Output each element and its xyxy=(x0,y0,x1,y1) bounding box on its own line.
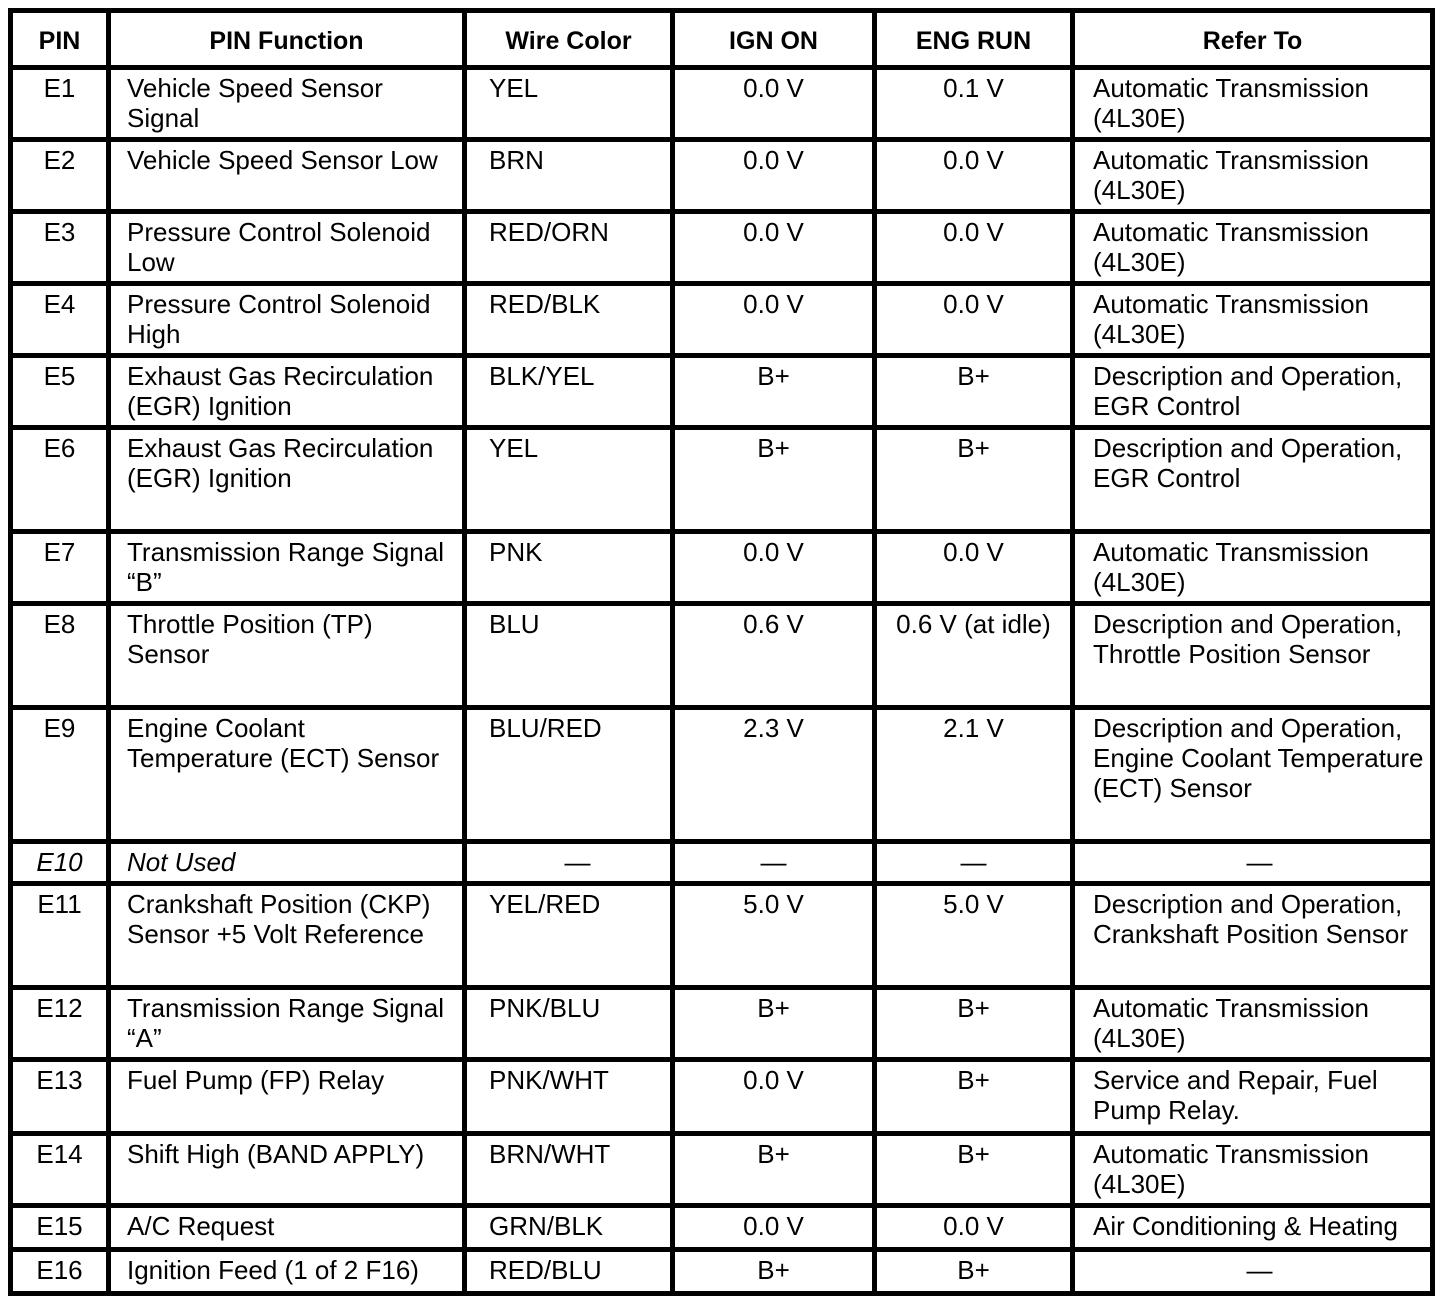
header-refer-to: Refer To xyxy=(1073,11,1433,68)
cell-eng-run: B+ xyxy=(875,1060,1073,1134)
cell-eng-run: B+ xyxy=(875,428,1073,532)
cell-pin-function: Transmission Range Signal “B” xyxy=(109,532,465,604)
cell-pin: E11 xyxy=(11,884,109,988)
table-row xyxy=(11,1060,1433,1134)
cell-pin: E4 xyxy=(11,284,109,356)
table-row xyxy=(11,532,1433,604)
cell-eng-run: 0.0 V xyxy=(875,1206,1073,1250)
cell-pin: E5 xyxy=(11,356,109,428)
table-row xyxy=(11,988,1433,1060)
cell-pin-function: A/C Request xyxy=(109,1206,465,1250)
cell-eng-run: B+ xyxy=(875,988,1073,1060)
cell-eng-run: B+ xyxy=(875,1250,1073,1294)
header-ign-on: IGN ON xyxy=(673,11,875,68)
cell-wire-color: BRN xyxy=(465,140,673,212)
cell-pin-function: Transmission Range Signal “A” xyxy=(109,988,465,1060)
cell-pin: E16 xyxy=(11,1250,109,1294)
cell-eng-run: B+ xyxy=(875,356,1073,428)
pin-table-container xyxy=(8,8,1430,1296)
cell-ign-on: B+ xyxy=(673,1250,875,1294)
cell-ign-on: 0.0 V xyxy=(673,532,875,604)
cell-eng-run: 5.0 V xyxy=(875,884,1073,988)
cell-pin-function: Not Used xyxy=(109,842,465,884)
cell-refer-to: Automatic Transmission (4L30E) xyxy=(1073,988,1433,1060)
cell-pin-function: Fuel Pump (FP) Relay xyxy=(109,1060,465,1134)
cell-wire-color: YEL/RED xyxy=(465,884,673,988)
header-pin: PIN xyxy=(11,11,109,68)
cell-pin-function: Pressure Control Solenoid Low xyxy=(109,212,465,284)
cell-ign-on: 0.0 V xyxy=(673,284,875,356)
table-row xyxy=(11,140,1433,212)
cell-pin-function: Pressure Control Solenoid High xyxy=(109,284,465,356)
cell-refer-to: Description and Operation, Engine Coolant Temperature (ECT) Sensor xyxy=(1073,708,1433,842)
cell-wire-color: PNK/BLU xyxy=(465,988,673,1060)
cell-refer-to: Automatic Transmission (4L30E) xyxy=(1073,212,1433,284)
table-row xyxy=(11,68,1433,140)
cell-refer-to: Automatic Transmission (4L30E) xyxy=(1073,284,1433,356)
cell-pin: E6 xyxy=(11,428,109,532)
cell-wire-color: BLU xyxy=(465,604,673,708)
cell-wire-color: BLK/YEL xyxy=(465,356,673,428)
table-row xyxy=(11,708,1433,842)
cell-pin: E10 xyxy=(11,842,109,884)
cell-pin: E2 xyxy=(11,140,109,212)
cell-ign-on: B+ xyxy=(673,1134,875,1206)
cell-pin-function: Crankshaft Position (CKP) Sensor +5 Volt Reference xyxy=(109,884,465,988)
table-row xyxy=(11,212,1433,284)
table-row xyxy=(11,842,1433,884)
cell-eng-run: 0.6 V (at idle) xyxy=(875,604,1073,708)
cell-refer-to: — xyxy=(1073,1250,1433,1294)
cell-pin: E3 xyxy=(11,212,109,284)
cell-wire-color: YEL xyxy=(465,68,673,140)
pin-table xyxy=(8,8,1435,1296)
cell-refer-to: Air Conditioning & Heating xyxy=(1073,1206,1433,1250)
header-pin-function: PIN Function xyxy=(109,11,465,68)
cell-eng-run: 2.1 V xyxy=(875,708,1073,842)
cell-pin-function: Ignition Feed (1 of 2 F16) xyxy=(109,1250,465,1294)
cell-eng-run: B+ xyxy=(875,1134,1073,1206)
cell-eng-run: 0.0 V xyxy=(875,284,1073,356)
cell-refer-to: Service and Repair, Fuel Pump Relay. xyxy=(1073,1060,1433,1134)
cell-ign-on: 0.0 V xyxy=(673,140,875,212)
table-row xyxy=(11,1134,1433,1206)
cell-ign-on: 0.0 V xyxy=(673,1206,875,1250)
table-row xyxy=(11,604,1433,708)
cell-pin-function: Throttle Position (TP) Sensor xyxy=(109,604,465,708)
header-row xyxy=(11,11,1433,68)
cell-wire-color: RED/BLK xyxy=(465,284,673,356)
cell-pin-function: Exhaust Gas Recirculation (EGR) Ignition xyxy=(109,428,465,532)
cell-ign-on: 2.3 V xyxy=(673,708,875,842)
cell-ign-on: — xyxy=(673,842,875,884)
cell-pin: E8 xyxy=(11,604,109,708)
cell-ign-on: B+ xyxy=(673,428,875,532)
header-eng-run: ENG RUN xyxy=(875,11,1073,68)
cell-pin-function: Exhaust Gas Recirculation (EGR) Ignition xyxy=(109,356,465,428)
table-row xyxy=(11,884,1433,988)
cell-wire-color: PNK/WHT xyxy=(465,1060,673,1134)
cell-wire-color: GRN/BLK xyxy=(465,1206,673,1250)
cell-pin: E12 xyxy=(11,988,109,1060)
cell-wire-color: BLU/RED xyxy=(465,708,673,842)
cell-eng-run: 0.0 V xyxy=(875,212,1073,284)
table-row xyxy=(11,356,1433,428)
cell-pin-function: Vehicle Speed Sensor Signal xyxy=(109,68,465,140)
cell-pin: E14 xyxy=(11,1134,109,1206)
cell-ign-on: 0.6 V xyxy=(673,604,875,708)
cell-ign-on: 0.0 V xyxy=(673,1060,875,1134)
cell-eng-run: 0.0 V xyxy=(875,532,1073,604)
cell-eng-run: 0.0 V xyxy=(875,140,1073,212)
cell-ign-on: 0.0 V xyxy=(673,68,875,140)
cell-refer-to: Automatic Transmission (4L30E) xyxy=(1073,68,1433,140)
cell-pin-function: Engine Coolant Temperature (ECT) Sensor xyxy=(109,708,465,842)
cell-eng-run: — xyxy=(875,842,1073,884)
table-row xyxy=(11,1250,1433,1294)
cell-pin-function: Vehicle Speed Sensor Low xyxy=(109,140,465,212)
cell-refer-to: Automatic Transmission (4L30E) xyxy=(1073,1134,1433,1206)
table-row xyxy=(11,284,1433,356)
cell-pin-function: Shift High (BAND APPLY) xyxy=(109,1134,465,1206)
cell-refer-to: Description and Operation, Throttle Position Sensor xyxy=(1073,604,1433,708)
cell-pin: E15 xyxy=(11,1206,109,1250)
cell-refer-to: — xyxy=(1073,842,1433,884)
cell-ign-on: B+ xyxy=(673,356,875,428)
cell-wire-color: RED/ORN xyxy=(465,212,673,284)
cell-ign-on: 0.0 V xyxy=(673,212,875,284)
cell-ign-on: B+ xyxy=(673,988,875,1060)
header-wire-color: Wire Color xyxy=(465,11,673,68)
cell-ign-on: 5.0 V xyxy=(673,884,875,988)
cell-pin: E13 xyxy=(11,1060,109,1134)
cell-eng-run: 0.1 V xyxy=(875,68,1073,140)
cell-pin: E9 xyxy=(11,708,109,842)
cell-pin: E7 xyxy=(11,532,109,604)
cell-refer-to: Description and Operation, EGR Control xyxy=(1073,428,1433,532)
cell-refer-to: Description and Operation, Crankshaft Position Sensor xyxy=(1073,884,1433,988)
cell-refer-to: Description and Operation, EGR Control xyxy=(1073,356,1433,428)
cell-wire-color: — xyxy=(465,842,673,884)
cell-pin: E1 xyxy=(11,68,109,140)
cell-wire-color: PNK xyxy=(465,532,673,604)
table-row xyxy=(11,1206,1433,1250)
table-body xyxy=(11,68,1433,1294)
cell-wire-color: BRN/WHT xyxy=(465,1134,673,1206)
cell-refer-to: Automatic Transmission (4L30E) xyxy=(1073,532,1433,604)
cell-wire-color: RED/BLU xyxy=(465,1250,673,1294)
cell-wire-color: YEL xyxy=(465,428,673,532)
cell-refer-to: Automatic Transmission (4L30E) xyxy=(1073,140,1433,212)
table-row xyxy=(11,428,1433,532)
